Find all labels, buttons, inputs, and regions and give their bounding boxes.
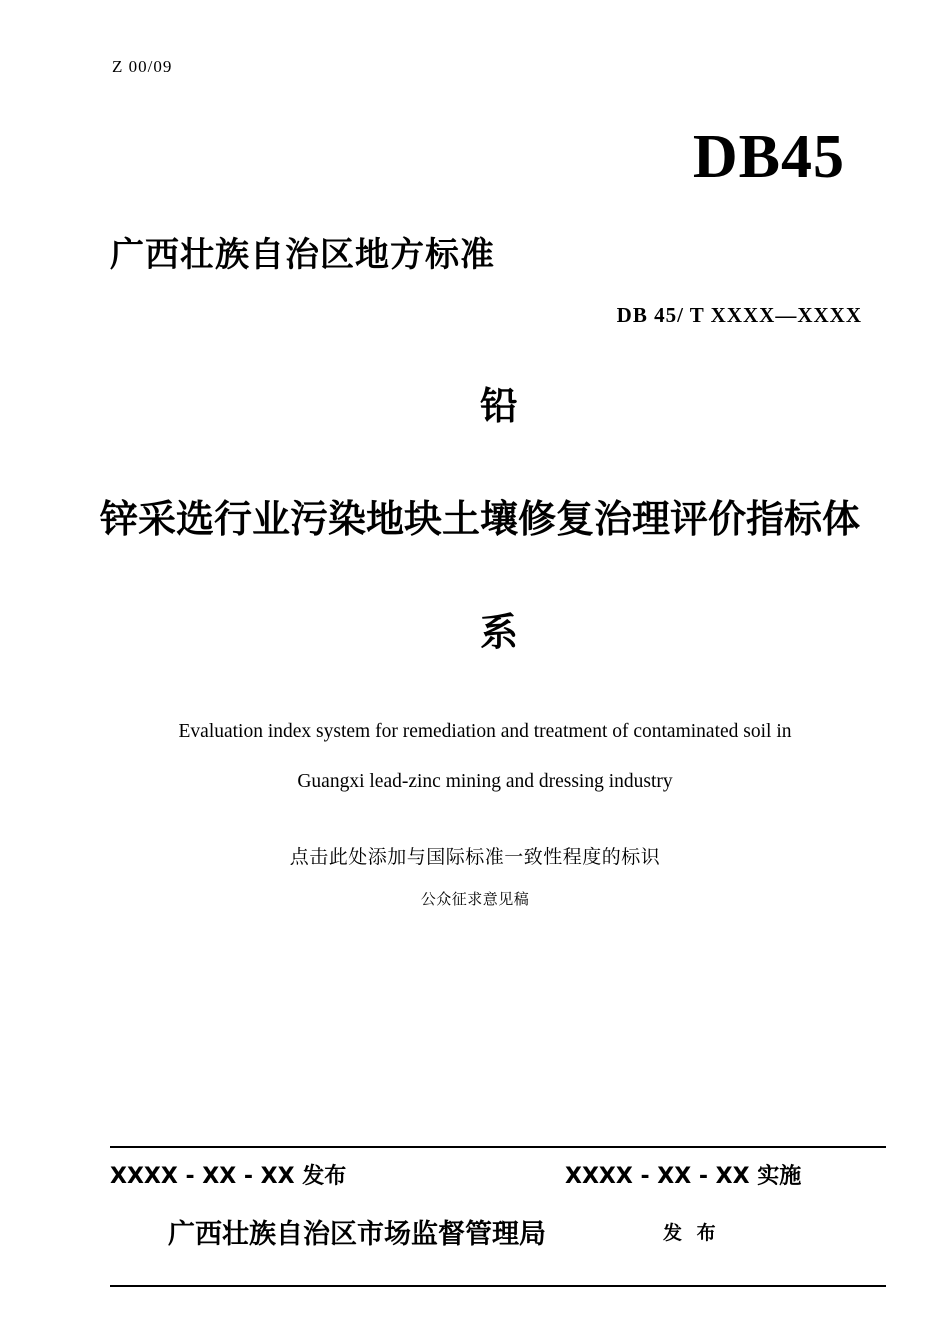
divider-top	[110, 1146, 886, 1148]
international-identity-note: 点击此处添加与国际标准一致性程度的标识	[289, 847, 661, 868]
title-english	[120, 707, 850, 807]
title-chinese-line-2: 锌采选行业污染地块土壤修复治理评价指标体	[100, 497, 861, 541]
standard-mark-db45: DB45	[692, 123, 845, 191]
issue-date: XXXX - XX - XX 发布	[110, 1164, 347, 1189]
title-chinese-line-3: 系	[480, 610, 519, 654]
title-english-line-1: Evaluation index system for remediation and treatment of contaminated soil in	[178, 721, 792, 742]
issuer-title: 广西壮族自治区地方标准	[110, 235, 495, 275]
implement-date: XXXX - XX - XX 实施	[565, 1164, 802, 1189]
title-chinese-line-1: 铅	[480, 384, 519, 428]
divider-bottom	[110, 1285, 886, 1287]
publisher-name: 广西壮族自治区市场监督管理局	[168, 1219, 546, 1250]
publish-label: 发 布	[663, 1222, 720, 1244]
standard-number: DB 45/ T XXXX—XXXX	[616, 303, 862, 327]
ics-classification-code: Z 00/09	[112, 57, 173, 76]
title-english-line-2: Guangxi lead-zinc mining and dressing industry	[297, 771, 673, 792]
title-chinese	[100, 350, 860, 689]
draft-status-note: 公众征求意见稿	[420, 892, 530, 908]
date-row	[110, 1159, 886, 1195]
